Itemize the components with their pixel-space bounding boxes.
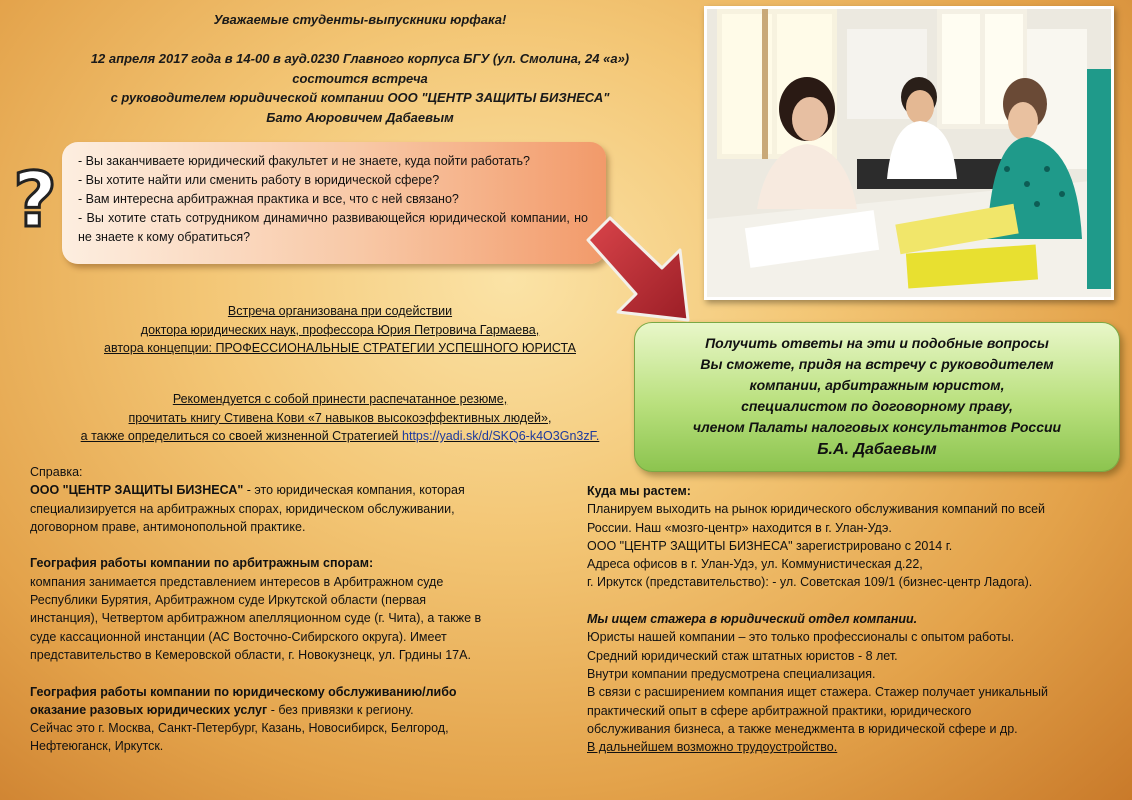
- recommend-line: [40, 427, 640, 446]
- organized-line: доктора юридических наук, профессора Юрия Петровича Гармаева,: [140, 322, 540, 337]
- greeting: Уважаемые студенты-выпускники юрфака!: [213, 12, 507, 27]
- intern-title: Мы ищем стажера в юридический отдел компании.: [587, 612, 918, 627]
- organized-line: Встреча организована при содействии: [227, 304, 453, 318]
- geography-services-note: - без привязки к региону.: [267, 702, 414, 717]
- growth-line: ООО "ЦЕНТР ЗАЩИТЫ БИЗНЕСА" зарегистрировано с 2014 г.: [587, 538, 953, 553]
- company-name: ООО "ЦЕНТР ЗАЩИТЫ БИЗНЕСА": [30, 483, 244, 498]
- intern-line: Средний юридический стаж штатных юристов - 8 лет.: [587, 648, 898, 663]
- recommend-line: прочитать книгу Стивена Кови «7 навыков высокоэффективных людей»,: [128, 410, 552, 425]
- reference-label: Справка:: [30, 465, 83, 479]
- growth-line: России. Наш «мозго-центр» находится в г. Улан-Удэ.: [587, 520, 892, 535]
- company-description: [30, 481, 550, 499]
- recommend-line: Рекомендуется с собой принести распечатанное резюме,: [172, 392, 508, 406]
- question-item: - Вы хотите стать сотрудником динамично развивающейся юридической компании, но не знаете к кому обратиться?: [78, 211, 588, 244]
- intern-line: обслуживания бизнеса, а также менеджмента в юридической сфере и др.: [587, 721, 1018, 736]
- geography-arbitration-line: представительство в Кемеровской области, г. Новокузнецк, ул. Грдины 17А.: [30, 647, 471, 662]
- callout-line: компании, арбитражным юристом,: [749, 377, 1005, 393]
- growth-column: [587, 482, 1127, 756]
- geography-services-line: Сейчас это г. Москва, Санкт-Петербург, Казань, Новосибирск, Белгород,: [30, 721, 449, 736]
- employment-note: В дальнейшем возможно трудоустройство.: [587, 740, 838, 755]
- callout-line: Получить ответы на эти и подобные вопросы: [705, 335, 1049, 351]
- geography-services-line: Нефтеюганск, Иркутск.: [30, 739, 164, 754]
- meeting-announcement: состоится встреча: [292, 70, 428, 86]
- growth-line: Адреса офисов в г. Улан-Удэ, ул. Коммунистическая д.22,: [587, 557, 923, 572]
- meeting-date-location: 12 апреля 2017 года в 14-00 в ауд.0230 Главного корпуса БГУ (ул. Смолина, 24 «а»): [90, 51, 630, 66]
- organized-line: автора концепции: ПРОФЕССИОНАЛЬНЫЕ СТРАТЕГИИ УСПЕШНОГО ЮРИСТА: [104, 341, 576, 355]
- question-item: - Вы хотите найти или сменить работу в юридической сфере?: [78, 173, 440, 187]
- callout-line: членом Палаты налоговых консультантов России: [692, 419, 1062, 435]
- recommend-line-text: а также определиться со своей жизненной Стратегией: [80, 429, 403, 443]
- callout-line: специалистом по договорному праву,: [741, 398, 1013, 414]
- geography-services-subtitle: [30, 701, 550, 719]
- growth-line: Планируем выходить на рынок юридического обслуживания компаний по всей: [587, 502, 1046, 517]
- geography-services-title-part: оказание разовых юридических услуг: [30, 702, 268, 717]
- geography-arbitration-line: суде кассационной инстанции (АС Восточно-Сибирского округа). Имеет: [30, 629, 447, 644]
- organized-by-block: [40, 302, 640, 358]
- intern-line: практический опыт в сфере арбитражной практики, юридического: [587, 703, 972, 718]
- company-info-column: [30, 463, 550, 756]
- question-item: - Вы заканчиваете юридический факультет и не знаете, куда пойти работать?: [78, 154, 531, 168]
- recommendation-block: [40, 390, 640, 446]
- intern-line: Юристы нашей компании – это только профессионалы с опытом работы.: [587, 630, 1015, 645]
- intern-line: Внутри компании предусмотрена специализация.: [587, 666, 876, 681]
- company-description-text: - это юридическая компания, которая: [243, 483, 465, 498]
- callout-box: [634, 322, 1120, 472]
- geography-arbitration-line: компания занимается представлением интересов в Арбитражном суде: [30, 574, 444, 589]
- callout-speaker-name: Б.А. Дабаевым: [817, 441, 937, 458]
- company-description-line: специализируется на арбитражных спорах, юридическом обслуживании,: [30, 501, 455, 516]
- header: [40, 10, 680, 127]
- office-meeting-photo: [704, 6, 1114, 300]
- intern-line: В связи с расширением компания ищет стажера. Стажер получает уникальный: [587, 685, 1049, 700]
- geography-services-title: География работы компании по юридическому обслуживанию/либо: [30, 684, 457, 699]
- callout-line: Вы сможете, придя на встречу с руководителем: [700, 356, 1054, 372]
- strategy-link[interactable]: https://yadi.sk/d/SKQ6-k4O3Gn3zF.: [402, 429, 600, 443]
- company-description-line: договорном праве, антимонопольной практике.: [30, 519, 306, 534]
- questions-box: [62, 142, 606, 264]
- speaker-name: Бато Аюровичем Дабаевым: [266, 109, 454, 125]
- question-item: - Вам интересна арбитражная практика и все, что с ней связано?: [78, 192, 459, 206]
- geography-arbitration-line: инстанция), Четвертом арбитражном апелляционном суде (г. Чита), а также в: [30, 611, 482, 626]
- geography-arbitration-line: Республики Бурятия, Арбитражном суде Иркутской области (первая: [30, 593, 427, 608]
- meeting-with: с руководителем юридической компании ООО "ЦЕНТР ЗАЩИТЫ БИЗНЕСА": [110, 90, 610, 105]
- growth-title: Куда мы растем:: [587, 484, 691, 498]
- geography-arbitration-title: География работы компании по арбитражным спорам:: [30, 556, 374, 571]
- growth-line: г. Иркутск (представительство): - ул. Советская 109/1 (бизнес-центр Ладога).: [587, 575, 1033, 590]
- question-mark-icon: ?: [12, 155, 58, 244]
